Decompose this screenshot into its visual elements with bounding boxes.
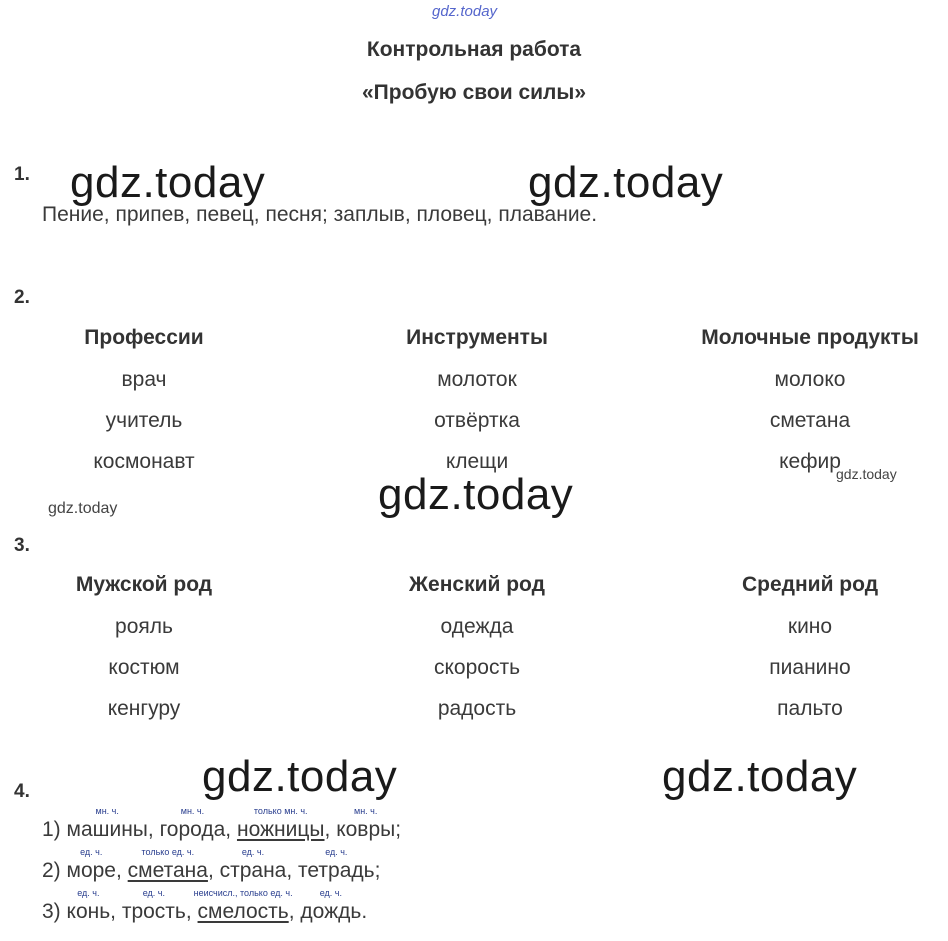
- watermark-top: gdz.today: [432, 3, 498, 20]
- task4-separator: ,: [286, 859, 299, 882]
- task4-separator: .: [361, 900, 368, 923]
- page-subtitle: «Пробую свои силы»: [362, 81, 586, 104]
- task3-cell: одежда: [440, 615, 514, 638]
- task4-separator: ,: [324, 818, 337, 841]
- task3-header-feminine: Женский род: [409, 573, 545, 596]
- task4-separator: ,: [185, 900, 198, 923]
- task3-header-masculine: Мужской род: [75, 573, 213, 596]
- task4-word-text: море: [66, 859, 116, 882]
- task3-header-neuter: Средний род: [741, 573, 879, 596]
- task4-word-text: трость: [121, 900, 186, 923]
- task2-number: 2.: [14, 287, 30, 308]
- task4-word-text: смелость: [197, 900, 289, 923]
- task4-word-note: ед. ч.: [325, 847, 348, 857]
- task1-number: 1.: [14, 164, 30, 185]
- task4-word: [298, 847, 375, 883]
- task4-separator: ,: [288, 900, 301, 923]
- task4-word-text: машины: [66, 818, 148, 841]
- task4-word: [121, 888, 186, 924]
- task4-separator: ;: [395, 818, 402, 841]
- task4-word: [66, 847, 116, 883]
- task4-word-note: мн. ч.: [180, 806, 205, 816]
- task4-word-note: мн. ч.: [354, 806, 378, 816]
- task4-word: [193, 888, 293, 924]
- task4-word: [219, 847, 287, 883]
- task4-line: [42, 888, 368, 924]
- task3-number: 3.: [14, 535, 30, 556]
- task4-word: [236, 806, 325, 842]
- task4-word-note: ед. ч.: [142, 888, 165, 898]
- task4-word-note: только ед. ч.: [141, 847, 195, 857]
- watermark: gdz.today: [662, 752, 858, 801]
- watermark: gdz.today: [70, 158, 266, 207]
- watermark: gdz.today: [528, 158, 724, 207]
- task4-word: [66, 888, 111, 924]
- task3-cell: рояль: [115, 615, 173, 638]
- task4-separator: ,: [225, 818, 237, 841]
- task4-line: [42, 847, 381, 883]
- task4-word-note: ед. ч.: [319, 888, 342, 898]
- task4-word-text: тетрадь: [298, 859, 375, 882]
- task2-cell: космонавт: [93, 450, 195, 473]
- page-title: Контрольная работа: [366, 38, 582, 61]
- task2-header-dairy: Молочные продукты: [701, 326, 919, 349]
- watermark: gdz.today: [378, 470, 574, 519]
- task4-separator: ,: [207, 859, 220, 882]
- task3-cell: пианино: [769, 656, 851, 679]
- task2-cell: сметана: [769, 409, 851, 432]
- watermark: gdz.today: [48, 500, 118, 517]
- task4-word: [336, 806, 396, 842]
- task4-word-note: только мн. ч.: [253, 806, 308, 816]
- task4-word: [300, 888, 362, 924]
- task4-word-text: дождь: [300, 900, 362, 923]
- task4-line-prefix: 1): [42, 818, 67, 841]
- task2-cell: врач: [121, 368, 167, 391]
- task3-cell: костюм: [108, 656, 180, 679]
- task2-cell: молоток: [437, 368, 517, 391]
- task4-word-text: города: [159, 818, 226, 841]
- task2-cell: клещи: [445, 450, 509, 473]
- task4-word-note: ед. ч.: [77, 888, 100, 898]
- task4-word: [66, 806, 148, 842]
- task1-text: Пение, припев, певец, песня; заплыв, пловец, плавание.: [42, 203, 598, 226]
- task4-number: 4.: [14, 781, 30, 802]
- task4-word-text: страна: [219, 859, 287, 882]
- task4-word-note: мн. ч.: [95, 806, 119, 816]
- task4-line-prefix: 3): [42, 900, 67, 923]
- task2-cell: учитель: [105, 409, 183, 432]
- task4-separator: ,: [147, 818, 160, 841]
- task4-word: [127, 847, 208, 883]
- task4-line-prefix: 2): [42, 859, 67, 882]
- task4-word-text: сметана: [127, 859, 208, 882]
- task4-separator: ,: [110, 900, 122, 923]
- task4-separator: ;: [374, 859, 381, 882]
- task4-word-text: конь: [66, 900, 111, 923]
- watermark: gdz.today: [202, 752, 398, 801]
- task2-header-professions: Профессии: [84, 326, 204, 349]
- task2-cell: отвёртка: [434, 409, 520, 432]
- task4-separator: ,: [116, 859, 128, 882]
- task4-line: [42, 806, 402, 842]
- task4-word-text: ножницы: [236, 818, 325, 841]
- task4-word-note: ед. ч.: [241, 847, 265, 857]
- task4-word-note: неисчисл., только ед. ч.: [193, 888, 293, 898]
- task2-cell: кефир: [779, 450, 841, 473]
- task3-cell: радость: [437, 697, 517, 720]
- task4-word-note: ед. ч.: [80, 847, 103, 857]
- task4-word-text: ковры: [336, 818, 396, 841]
- task3-cell: скорость: [433, 656, 521, 679]
- task2-header-tools: Инструменты: [406, 326, 548, 349]
- task3-cell: пальто: [777, 697, 843, 720]
- task3-cell: кино: [787, 615, 833, 638]
- task3-cell: кенгуру: [107, 697, 181, 720]
- watermark: gdz.today: [836, 466, 897, 482]
- task4-word: [159, 806, 226, 842]
- task2-cell: молоко: [774, 368, 846, 391]
